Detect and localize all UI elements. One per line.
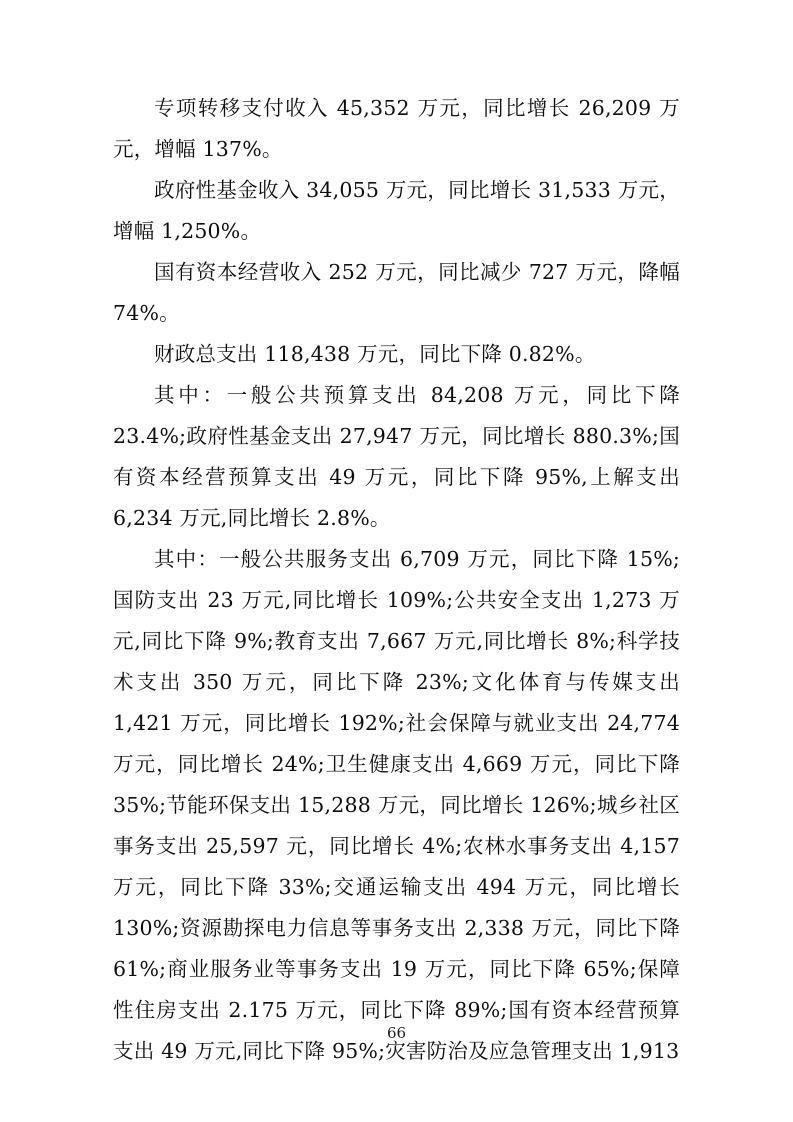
paragraph-special-transfer-income: 专项转移支付收入 45,352 万元，同比增长 26,209 万元，增幅 137%。	[113, 96, 680, 161]
page-number: 66	[386, 1024, 407, 1042]
page-body	[113, 88, 680, 1072]
paragraph-total-expenditure: 财政总支出 118,438 万元，同比下降 0.82%。	[154, 342, 596, 366]
paragraph-expenditure-breakdown-1: 其中：一般公共预算支出 84,208 万元，同比下降 23.4%;政府性基金支出 27,947 万元，同比增长 880.3%;国有资本经营预算支出 49 万元，同比下降 95%,上解支出 6,234 万元,同比增长 2.8%。	[113, 383, 680, 530]
paragraph-state-capital-income: 国有资本经营收入 252 万元，同比减少 727 万元，降幅 74%。	[113, 260, 680, 325]
paragraph-expenditure-breakdown-2: 其中：一般公共服务支出 6,709 万元，同比下降 15%;国防支出 23 万元,同比增长 109%;公共安全支出 1,273 万元,同比下降 9%;教育支出 7,667 万元,同比增长 8%;科学技术支出 350 万元，同比下降 23%;文化体育与传媒支出 1,421 万元，同比增长 192%;社会保障与就业支出 24,774 万元，同比增长 24%;卫生健康支出 4,669 万元，同比下降 35%;节能环保支出 15,288 万元，同比增长 126%;城乡社区事务支出 25,597 元，同比增长 4%;农林水事务支出 4,157 万元，同比下降 33%;交通运输支出 494 万元，同比增长 130%;资源勘探电力信息等事务支出 2,338 万元，同比下降 61%;商业服务业等事务支出 19 万元，同比下降 65%;保障性住房支出 2.175 万元，同比下降 89%;国有资本经营预算支出 49 万元,同比下降 95%;灾害防治及应急管理支出 1,913	[113, 547, 680, 1063]
paragraph-government-fund-income: 政府性基金收入 34,055 万元，同比增长 31,533 万元，增幅 1,250%。	[113, 178, 680, 243]
